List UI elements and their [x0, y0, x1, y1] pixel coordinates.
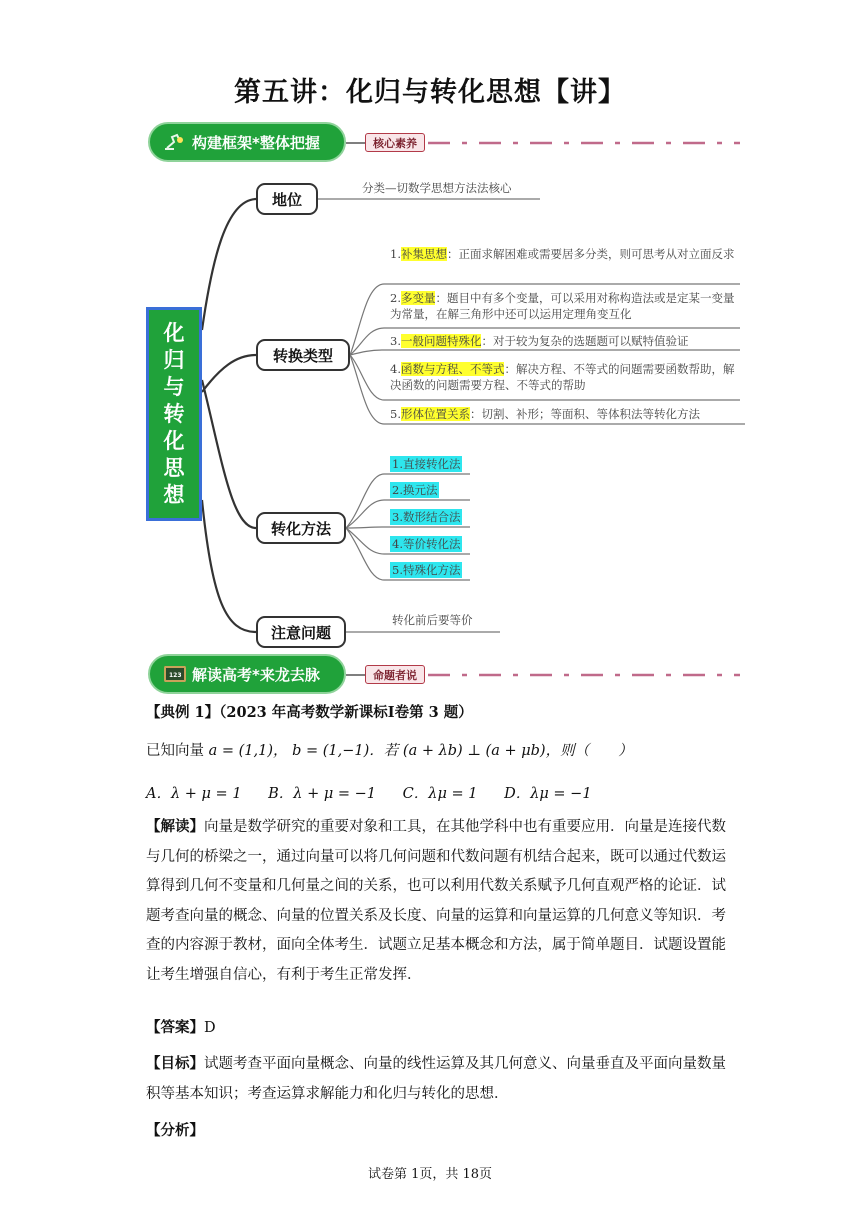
type-item: 5.形体位置关系：切割、补形；等面积、等体积法等转化方法: [390, 407, 700, 421]
node-methods: 转化方法: [256, 512, 346, 544]
note-equivalence: 转化前后要等价: [392, 613, 473, 627]
central-char: 化: [163, 428, 185, 453]
central-char: 想: [163, 482, 185, 507]
type-item: 4.函数与方程、不等式：解决方程、不等式的问题需要函数帮助，解决函数的问题需要方程、不等式的帮助: [390, 362, 735, 392]
option-b: B．λ + μ = −1: [268, 786, 377, 802]
tag-core-literacy: 核心素养: [365, 133, 425, 152]
method-item: 2.换元法: [392, 483, 438, 497]
answer-line: 【答案】D: [146, 1019, 216, 1036]
central-topic: [146, 307, 202, 521]
vector-b: b = (1,−1)．若: [292, 743, 399, 759]
banner-exam: [148, 654, 346, 694]
method-item: 4.等价转化法: [392, 537, 461, 551]
page-footer: 试卷第 1页，共 18页: [367, 1167, 493, 1182]
option-d: D．λμ = −1: [504, 786, 592, 802]
example-heading: 【典例 1】（2023 年高考数学新课标Ⅰ卷第 3 题）: [146, 704, 473, 721]
option-a: A．λ + μ = 1: [146, 786, 242, 802]
example-question: 已知向量 a = (1,1)， b = (1,−1)．若 (a + λb) ⊥ (a + μb)，则（ ）: [146, 743, 633, 759]
svg-text:123: 123: [169, 672, 182, 679]
blackboard-icon: [164, 665, 186, 683]
dash-line: [346, 673, 740, 677]
central-char: 思: [163, 455, 185, 480]
vector-a: a = (1,1)，: [208, 743, 288, 759]
method-item: 3.数形结合法: [392, 510, 461, 524]
type-item: 3.一般问题特殊化：对于较为复杂的选题题可以赋特值验证: [390, 334, 689, 348]
central-char: 转: [163, 401, 185, 426]
type-item: 1.补集思想：正面求解困难或需要居多分类，则可思考从对立面反求: [390, 247, 735, 261]
node-types: 转换类型: [256, 339, 350, 371]
node-notes: 注意问题: [256, 616, 346, 648]
perpendicular-condition: (a + λb) ⊥ (a + μb)，则（ ）: [402, 743, 633, 759]
banner-label: 解读高考*来龙去脉: [192, 665, 320, 684]
answer-options: [146, 784, 592, 804]
note-status: 分类—切数学思想方法法核心: [362, 181, 512, 195]
node-status: 地位: [256, 183, 318, 215]
page-title: 第五讲：化归与转化思想【讲】: [234, 77, 626, 108]
analysis-heading: 【分析】: [146, 1122, 204, 1139]
central-char: 归: [163, 347, 185, 372]
tag-setter-notes: 命题者说: [365, 665, 425, 684]
option-c: C．λμ = 1: [402, 786, 478, 802]
central-char: 化: [163, 320, 185, 345]
banner-label: 构建框架*整体把握: [192, 133, 320, 152]
method-item: 1.直接转化法: [392, 457, 461, 471]
central-char: 与: [163, 374, 185, 399]
goal-paragraph: 【目标】试题考查平面向量概念、向量的线性运算及其几何意义、向量垂直及平面向量数量积等基本知识；考查运算求解能力和化归与转化的思想．: [146, 1055, 726, 1102]
method-item: 5.特殊化方法: [392, 563, 461, 577]
type-item: 2.多变量：题目中有多个变量，可以采用对称构造法或是定某一变量为常量，在解三角形中还可以运用定理角变互化: [390, 291, 735, 321]
reading-paragraph: 【解读】向量是数学研究的重要对象和工具，在其他学科中也有重要应用．向量是连接代数与几何的桥梁之一，通过向量可以将几何问题和代数问题有机结合起来，既可以通过代数运算得到几何不变量和几何量之间的关系，也可以利用代数关系赋予几何直观严格的论证．试题考查向量的概念、向量的位置关系及长度、向量的运算和向量运算的几何意义等知识．考查的内容源于教材，面向全体考生．试题立足基本概念和方法，属于简单题目．试题设置能让考生增强自信心，有利于考生正常发挥．: [146, 818, 726, 983]
